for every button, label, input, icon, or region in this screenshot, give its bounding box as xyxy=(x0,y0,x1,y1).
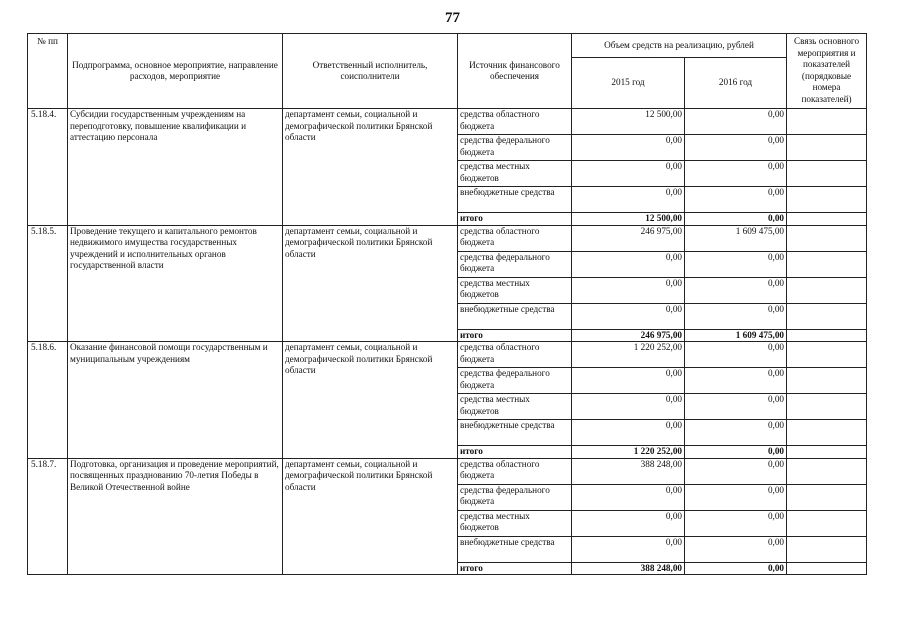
row-indicator-link xyxy=(787,420,867,446)
row-indicator-link xyxy=(787,109,867,135)
row-indicator-link xyxy=(787,446,867,459)
row-amount-2015: 12 500,00 xyxy=(572,213,685,226)
row-total-label: итого xyxy=(458,446,572,459)
header-executor: Ответственный исполнитель, соисполнители xyxy=(283,34,458,109)
row-number: 5.18.6. xyxy=(28,342,68,459)
row-indicator-link xyxy=(787,510,867,536)
header-num: № пп xyxy=(28,34,68,109)
row-executor: департамент семьи, социальной и демографической политики Брянской области xyxy=(283,342,458,459)
row-activity-name: Оказание финансовой помощи государственным и муниципальным учреждениям xyxy=(68,342,283,459)
header-program: Подпрограмма, основное мероприятие, направление расходов, мероприятие xyxy=(68,34,283,109)
table-row xyxy=(28,458,867,484)
row-indicator-link xyxy=(787,277,867,303)
row-indicator-link xyxy=(787,394,867,420)
row-funding-source: средства местных бюджетов xyxy=(458,394,572,420)
row-activity-name: Подготовка, организация и проведение мероприятий, посвященных празднованию 70-летия Победы в Великой Отечественной войне xyxy=(68,458,283,575)
row-funding-source: внебюджетные средства xyxy=(458,303,572,329)
row-executor: департамент семьи, социальной и демографической политики Брянской области xyxy=(283,109,458,226)
row-amount-2016: 0,00 xyxy=(685,536,787,562)
header-year-2016: 2016 год xyxy=(685,58,787,109)
row-amount-2016: 0,00 xyxy=(685,109,787,135)
row-funding-source: средства федерального бюджета xyxy=(458,251,572,277)
row-amount-2016: 0,00 xyxy=(685,277,787,303)
row-funding-source: средства областного бюджета xyxy=(458,458,572,484)
row-amount-2016: 1 609 475,00 xyxy=(685,225,787,251)
row-amount-2016: 0,00 xyxy=(685,484,787,510)
table-row xyxy=(28,342,867,368)
row-amount-2015: 388 248,00 xyxy=(572,458,685,484)
table-body xyxy=(28,109,867,575)
budget-table xyxy=(27,33,867,575)
row-amount-2016: 0,00 xyxy=(685,562,787,575)
row-amount-2015: 12 500,00 xyxy=(572,109,685,135)
header-year-2015: 2015 год xyxy=(572,58,685,109)
row-indicator-link xyxy=(787,536,867,562)
row-number: 5.18.7. xyxy=(28,458,68,575)
row-amount-2015: 1 220 252,00 xyxy=(572,342,685,368)
row-indicator-link xyxy=(787,135,867,161)
row-activity-name: Проведение текущего и капитального ремонтов недвижимого имущества государственных учреждений и исполнительных органов государственной власти xyxy=(68,225,283,342)
row-funding-source: внебюджетные средства xyxy=(458,420,572,446)
row-amount-2015: 246 975,00 xyxy=(572,225,685,251)
row-indicator-link xyxy=(787,303,867,329)
row-total-label: итого xyxy=(458,213,572,226)
row-indicator-link xyxy=(787,225,867,251)
row-funding-source: средства областного бюджета xyxy=(458,109,572,135)
row-number: 5.18.5. xyxy=(28,225,68,342)
row-funding-source: внебюджетные средства xyxy=(458,536,572,562)
row-amount-2016: 0,00 xyxy=(685,342,787,368)
row-indicator-link xyxy=(787,562,867,575)
row-amount-2016: 0,00 xyxy=(685,458,787,484)
row-amount-2016: 0,00 xyxy=(685,420,787,446)
row-number: 5.18.4. xyxy=(28,109,68,226)
row-indicator-link xyxy=(787,213,867,226)
row-amount-2015: 0,00 xyxy=(572,161,685,187)
row-amount-2016: 1 609 475,00 xyxy=(685,329,787,342)
page-number: 77 xyxy=(445,10,460,26)
row-funding-source: средства федерального бюджета xyxy=(458,484,572,510)
row-amount-2015: 388 248,00 xyxy=(572,562,685,575)
row-amount-2016: 0,00 xyxy=(685,187,787,213)
row-amount-2016: 0,00 xyxy=(685,213,787,226)
row-funding-source: средства областного бюджета xyxy=(458,342,572,368)
row-indicator-link xyxy=(787,484,867,510)
row-funding-source: средства федерального бюджета xyxy=(458,135,572,161)
row-amount-2016: 0,00 xyxy=(685,446,787,459)
row-executor: департамент семьи, социальной и демографической политики Брянской области xyxy=(283,225,458,342)
row-amount-2015: 0,00 xyxy=(572,536,685,562)
row-amount-2015: 0,00 xyxy=(572,420,685,446)
row-amount-2015: 0,00 xyxy=(572,303,685,329)
row-funding-source: средства местных бюджетов xyxy=(458,277,572,303)
row-funding-source: внебюджетные средства xyxy=(458,187,572,213)
row-amount-2016: 0,00 xyxy=(685,303,787,329)
row-indicator-link xyxy=(787,161,867,187)
row-amount-2016: 0,00 xyxy=(685,161,787,187)
row-funding-source: средства федерального бюджета xyxy=(458,368,572,394)
row-executor: департамент семьи, социальной и демографической политики Брянской области xyxy=(283,458,458,575)
row-total-label: итого xyxy=(458,562,572,575)
row-amount-2015: 0,00 xyxy=(572,277,685,303)
row-amount-2016: 0,00 xyxy=(685,510,787,536)
row-amount-2015: 0,00 xyxy=(572,135,685,161)
row-amount-2015: 0,00 xyxy=(572,484,685,510)
row-total-label: итого xyxy=(458,329,572,342)
row-indicator-link xyxy=(787,342,867,368)
header-volume: Объем средств на реализацию, рублей xyxy=(572,34,787,58)
row-amount-2015: 246 975,00 xyxy=(572,329,685,342)
table-row xyxy=(28,225,867,251)
row-amount-2015: 0,00 xyxy=(572,368,685,394)
row-funding-source: средства областного бюджета xyxy=(458,225,572,251)
row-activity-name: Субсидии государственным учреждениям на переподготовку, повышение квалификации и аттестацию персонала xyxy=(68,109,283,226)
row-amount-2016: 0,00 xyxy=(685,251,787,277)
table-row xyxy=(28,109,867,135)
row-amount-2015: 0,00 xyxy=(572,394,685,420)
row-indicator-link xyxy=(787,368,867,394)
row-funding-source: средства местных бюджетов xyxy=(458,510,572,536)
row-amount-2015: 0,00 xyxy=(572,187,685,213)
row-indicator-link xyxy=(787,329,867,342)
row-amount-2016: 0,00 xyxy=(685,135,787,161)
row-indicator-link xyxy=(787,251,867,277)
row-amount-2015: 0,00 xyxy=(572,251,685,277)
header-link: Связь основного мероприятия и показателей (порядковые номера показателей) xyxy=(787,34,867,109)
row-amount-2016: 0,00 xyxy=(685,368,787,394)
row-amount-2015: 1 220 252,00 xyxy=(572,446,685,459)
row-amount-2015: 0,00 xyxy=(572,510,685,536)
row-funding-source: средства местных бюджетов xyxy=(458,161,572,187)
header-source: Источник финансового обеспечения xyxy=(458,34,572,109)
row-indicator-link xyxy=(787,458,867,484)
row-amount-2016: 0,00 xyxy=(685,394,787,420)
row-indicator-link xyxy=(787,187,867,213)
